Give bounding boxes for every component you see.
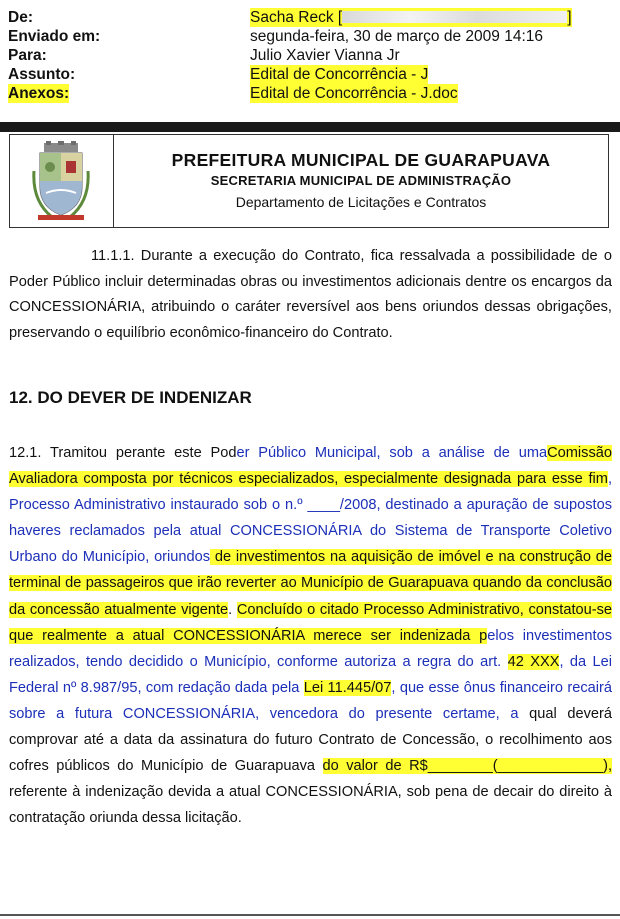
- letterhead-subtitle: SECRETARIA MUNICIPAL DE ADMINISTRAÇÃO: [210, 173, 512, 188]
- text-segment: elos investimentos realizados, tendo decidido o Município, conforme autoriza a regra do art.: [9, 627, 612, 670]
- text-segment: 12.1. Tramitou perante este Pod: [9, 445, 237, 461]
- letterhead: [9, 134, 609, 228]
- highlighted-segment: Lei 11.445/07: [303, 679, 392, 696]
- section-heading: 12. DO DEVER DE INDENIZAR: [9, 388, 252, 407]
- sent-value: segunda-feira, 30 de março de 2009 14:16: [250, 28, 543, 45]
- text-segment: , da Lei Federal nº 8.987/95, com redação dada pela: [9, 653, 612, 696]
- logo-cell: [10, 135, 114, 227]
- paragraph-text: 11.1.1. Durante a execução do Contrato, fica ressalvada a possibilidade de o Poder Público incluir determinadas obras ou investimentos adicionais dentre os encargos da CONCESSIONÁRIA, atribuindo o caráter reversível aos bens oriundos dessas obrigações, preservando o equilíbrio econômico-financeiro do Contrato.: [9, 248, 612, 341]
- from-value: Sacha Reck [ ]: [250, 9, 572, 26]
- attachments-label: Anexos:: [8, 85, 70, 102]
- paragraph-11-1-1: [9, 244, 612, 346]
- subject-label: Assunto:: [8, 66, 76, 83]
- redacted-email: [342, 11, 567, 23]
- attachment-link[interactable]: Edital de Concorrência - J.doc: [250, 85, 458, 102]
- sent-label: Enviado em:: [8, 28, 101, 45]
- coat-of-arms-icon: [32, 141, 90, 221]
- paragraph-12-1: [9, 440, 612, 831]
- to-label: Para:: [8, 47, 47, 64]
- letterhead-title: PREFEITURA MUNICIPAL DE GUARAPUAVA: [171, 150, 551, 170]
- highlighted-segment: Comissão Avaliadora composta por técnicos especializados, especialmente designada para esse fim: [9, 445, 612, 488]
- text-segment: , Processo Administrativo instaurado sob o n.º ____/2008, destinado a apuração de supostos haveres reclamados pela atual CONCESSIONÁRIA do Sistema de Transporte Coletivo Urbano do Município, oriundos: [9, 471, 612, 566]
- highlighted-segment: de investimentos na aquisição de imóvel e na construção de terminal de passageiros que irão reverter ao Município de Guarapuava quando da conclusão da concessão atualmente vigente: [9, 549, 612, 618]
- bottom-rule: [0, 914, 620, 916]
- separator-bar: [0, 122, 620, 132]
- text-segment: qual deverá comprovar até a data da assinatura do futuro Contrato de Concessão, o recolhimento aos cofres públicos do Município de Guarapuava: [9, 705, 612, 775]
- letterhead-department: Departamento de Licitações e Contratos: [235, 194, 487, 210]
- text-segment: .: [228, 601, 237, 618]
- highlighted-segment: Concluído o citado Processo Administrativo, constatou-se que realmente a atual CONCESSIONÁRIA merece ser indenizada p: [9, 601, 612, 644]
- email-header: [8, 8, 614, 103]
- text-segment: referente à indenização devida a atual CONCESSIONÁRIA, sob pena de decair do direito à contratação oriunda dessa licitação.: [9, 784, 612, 827]
- highlighted-segment: 42 XXX: [507, 653, 560, 670]
- to-value: Julio Xavier Vianna Jr: [250, 47, 400, 64]
- subject-value: Edital de Concorrência - J: [250, 66, 429, 83]
- from-label: De:: [8, 9, 33, 26]
- text-segment: er Público Municipal, sob a análise de uma: [236, 445, 548, 461]
- highlighted-segment: do valor de R$________(_____________),: [322, 758, 612, 775]
- text-segment: , que esse ônus financeiro recairá sobre a futura CONCESSIONÁRIA, vencedora do presente certame, a: [9, 679, 612, 722]
